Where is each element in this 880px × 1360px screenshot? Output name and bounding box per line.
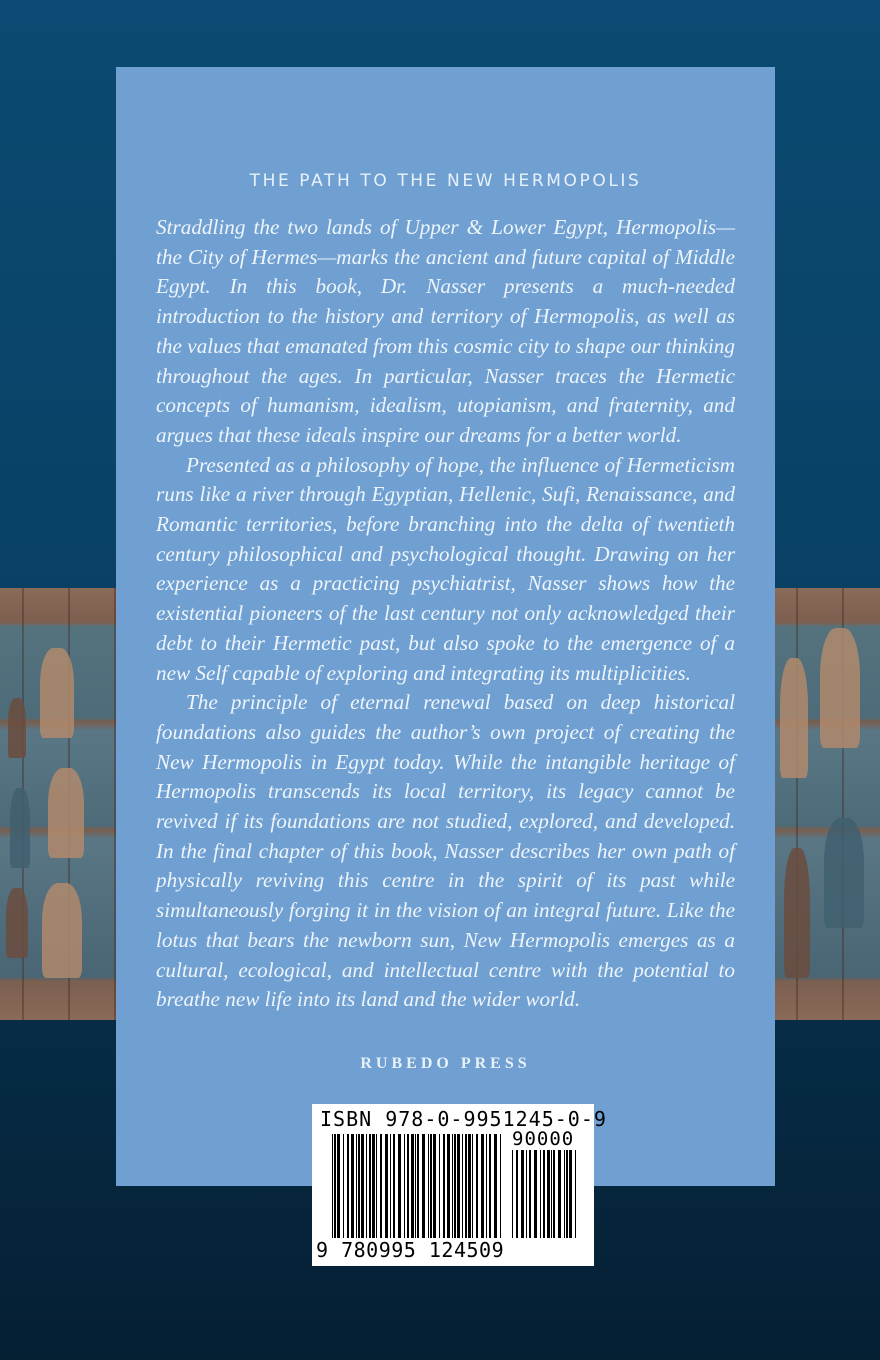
isbn-label: ISBN 978-0-9951245-0-9 xyxy=(320,1107,607,1131)
barcode-bars-icon xyxy=(332,1134,502,1238)
blurb-paragraph-1: Straddling the two lands of Upper & Lower Egypt, Hermopolis—the City of Hermes—marks the ancient and future capital of Middle Egypt. In this book, Dr. Nasser presents a much-needed introduction to the history and territory of Hermopolis, as well as the values that emanated from this cosmic city to shape our thinking throughout the ages. In particular, Nasser traces the Hermetic concepts of humanism, idealism, utopianism, and fraternity, and argues that these ideals inspire our dreams for a better world. xyxy=(156,215,735,447)
egyptian-relief-image-right xyxy=(774,588,880,1020)
egyptian-relief-image-left xyxy=(0,588,116,1020)
blurb-panel xyxy=(116,67,775,1186)
isbn-barcode xyxy=(312,1104,607,1266)
blurb-text xyxy=(156,213,735,1015)
ean-digits: 9 780995 124509 xyxy=(316,1238,505,1262)
book-title: THE PATH TO THE NEW HERMOPOLIS xyxy=(249,171,642,191)
price-code: 90000 xyxy=(512,1128,575,1150)
blurb-paragraph-3: The principle of eternal renewal based on deep historical foundations also guides the author’s own project of creating the New Hermopolis in Egypt today. While the intangible heritage of Hermopolis transcends its local territory, its legacy cannot be revived if its foundations are not studied, explored, and developed. In the final chapter of this book, Nasser describes her own path of physically reviving this centre in the spirit of its past while simultaneously forging it in the vision of an integral future. Like the lotus that bears the newborn sun, New Hermopolis emerges as a cultural, ecological, and intellectual centre with the potential to breathe new life into its land and the wider world. xyxy=(156,690,735,1012)
addon-barcode-bars-icon xyxy=(512,1150,580,1238)
blurb-paragraph-2: Presented as a philosophy of hope, the influence of Hermeticism runs like a river through Egyptian, Hellenic, Sufi, Renaissance, and Romantic territories, before branching into the delta of twentieth century philosophical and psychological thought. Drawing on her experience as a practicing psychiatrist, Nasser shows how the existential pioneers of the last century not only acknowledged their debt to their Hermetic past, but also spoke to the emergence of a new Self capable of exploring and integrating its multiplicities. xyxy=(156,452,735,685)
publisher-name: RUBEDO PRESS xyxy=(360,1055,531,1072)
